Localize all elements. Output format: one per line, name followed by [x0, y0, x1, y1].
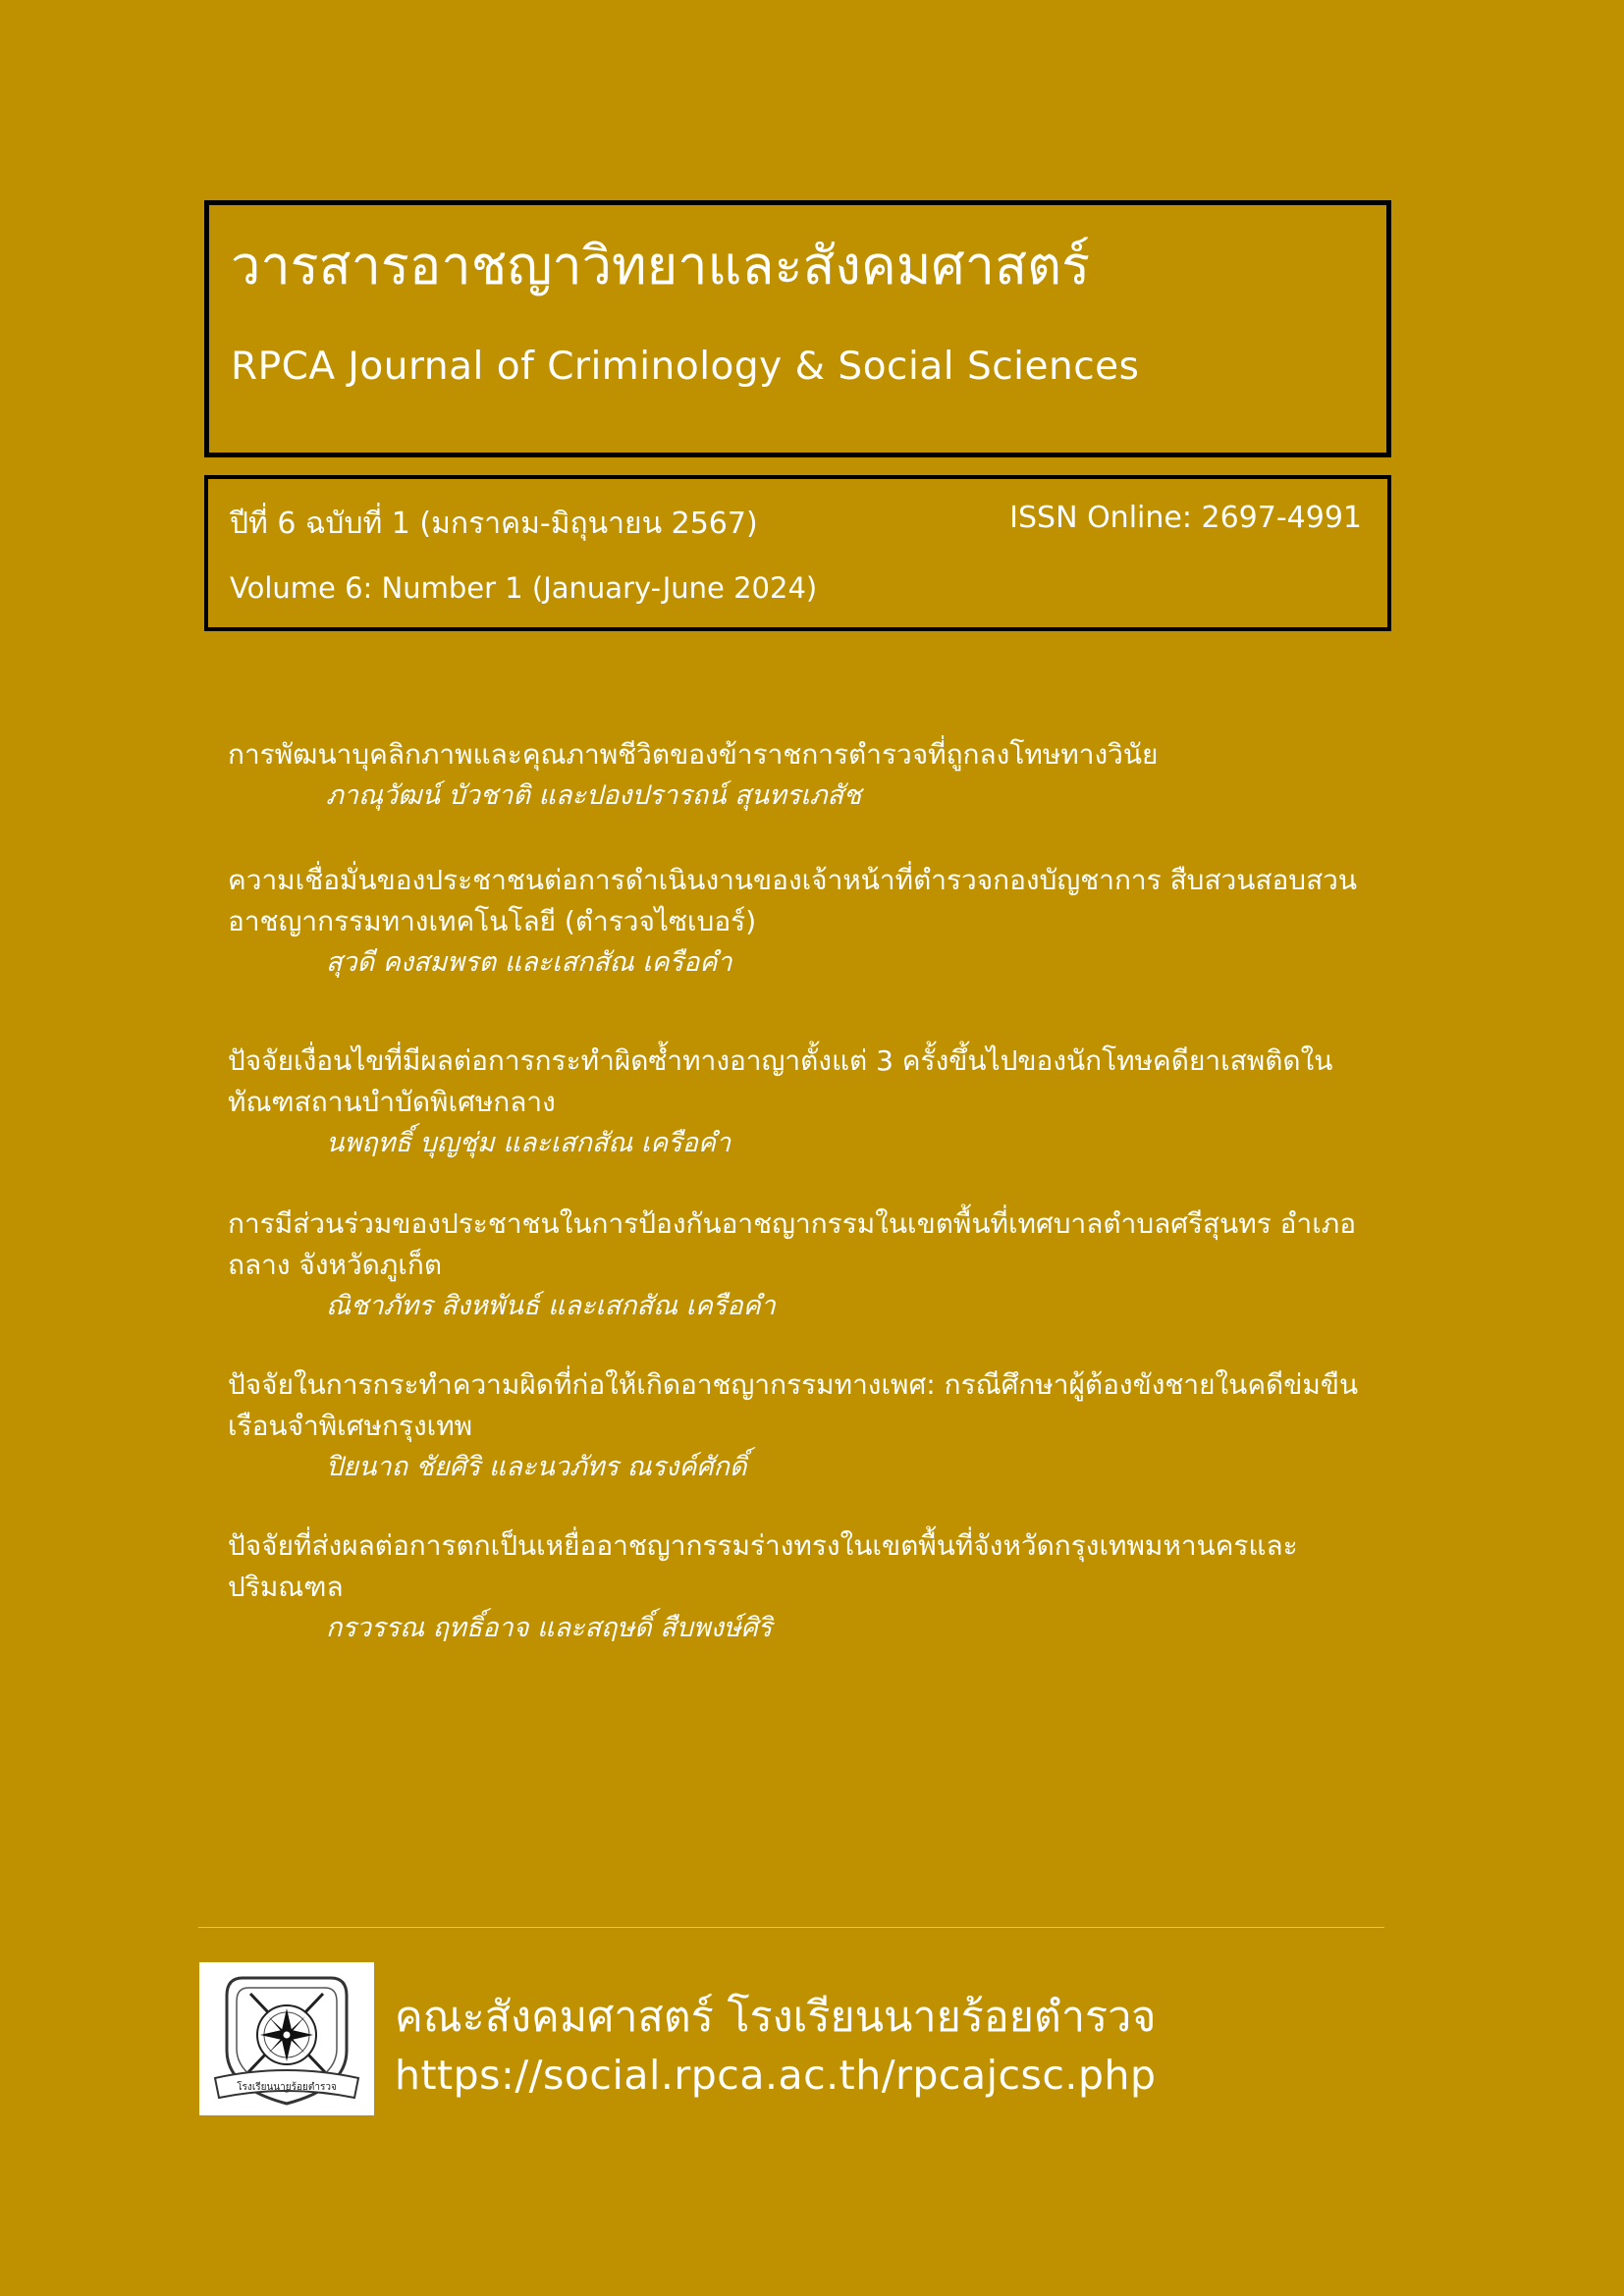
logo-banner-text: โรงเรียนนายร้อยตำรวจ — [237, 2082, 337, 2093]
article-title: ปัจจัยในการกระทำความผิดที่ก่อให้เกิดอาชญากรรมทางเพศ: กรณีศึกษาผู้ต้องขังชายในคดีข่มขืน เรือนจำพิเศษกรุงเทพ — [228, 1368, 1359, 1442]
article-item — [228, 734, 1391, 817]
journal-title-thai: วารสารอาชญาวิทยาและสังคมศาสตร์ — [231, 235, 1091, 296]
article-authors: ณิชาภัทร สิงหพันธ์ และเสกสัณ เครือคำ — [326, 1291, 776, 1321]
article-item — [228, 1203, 1391, 1327]
journal-url: https://social.rpca.ac.th/rpcajcsc.php — [395, 2052, 1157, 2099]
faculty-name: คณะสังคมศาสตร์ โรงเรียนนายร้อยตำรวจ — [395, 1993, 1157, 2042]
article-authors: นพฤทธิ์ บุญชุ่ม และเสกสัณ เครือคำ — [326, 1128, 731, 1158]
issue-volume-english: Volume 6: Number 1 (January-June 2024) — [230, 571, 818, 605]
issn-online: ISSN Online: 2697-4991 — [1009, 501, 1362, 535]
journal-title-english: RPCA Journal of Criminology & Social Sciences — [231, 345, 1140, 389]
article-item — [228, 1525, 1391, 1649]
article-item — [228, 1041, 1391, 1164]
issue-info-box — [204, 475, 1391, 631]
article-title: ปัจจัยเงื่อนไขที่มีผลต่อการกระทำผิดซ้ำทางอาญาตั้งแต่ 3 ครั้งขึ้นไปของนักโทษคดียาเสพติดในทัณฑสถานบำบัดพิเศษกลาง — [228, 1044, 1333, 1118]
article-item — [228, 860, 1391, 984]
police-academy-emblem-icon — [199, 1962, 374, 2115]
article-authors: สุวดี คงสมพรต และเสกสัณ เครือคำ — [326, 947, 732, 978]
article-title: การพัฒนาบุคลิกภาพและคุณภาพชีวิตของข้าราชการตำรวจที่ถูกลงโทษทางวินัย — [228, 738, 1159, 771]
article-item — [228, 1364, 1391, 1488]
article-authors: ภาณุวัฒน์ บัวชาติ และปองปรารถน์ สุนทรเภสัช — [326, 780, 862, 811]
rpca-logo — [199, 1962, 374, 2115]
article-title: ปัจจัยที่ส่งผลต่อการตกเป็นเหยื่ออาชญากรรมร่างทรงในเขตพื้นที่จังหวัดกรุงเทพมหานครและปริมณฑล — [228, 1529, 1298, 1603]
article-title: ความเชื่อมั่นของประชาชนต่อการดำเนินงานของเจ้าหน้าที่ตำรวจกองบัญชาการ สืบสวนสอบสวนอาชญากรรมทางเทคโนโลยี (ตำรวจไซเบอร์) — [228, 864, 1358, 937]
article-title: การมีส่วนร่วมของประชาชนในการป้องกันอาชญากรรมในเขตพื้นที่เทศบาลตำบลศรีสุนทร อำเภอถลาง จังหวัดภูเก็ต — [228, 1207, 1357, 1281]
footer-divider — [198, 1927, 1384, 1928]
issue-volume-thai: ปีที่ 6 ฉบับที่ 1 (มกราคม-มิถุนายน 2567) — [230, 507, 758, 541]
journal-title-box — [204, 200, 1391, 457]
article-authors: ปิยนาถ ชัยศิริ และนวภัทร ณรงค์ศักดิ์ — [326, 1452, 747, 1482]
article-authors: กรวรรณ ฤทธิ์อาจ และสฤษดิ์ สืบพงษ์ศิริ — [326, 1613, 773, 1643]
